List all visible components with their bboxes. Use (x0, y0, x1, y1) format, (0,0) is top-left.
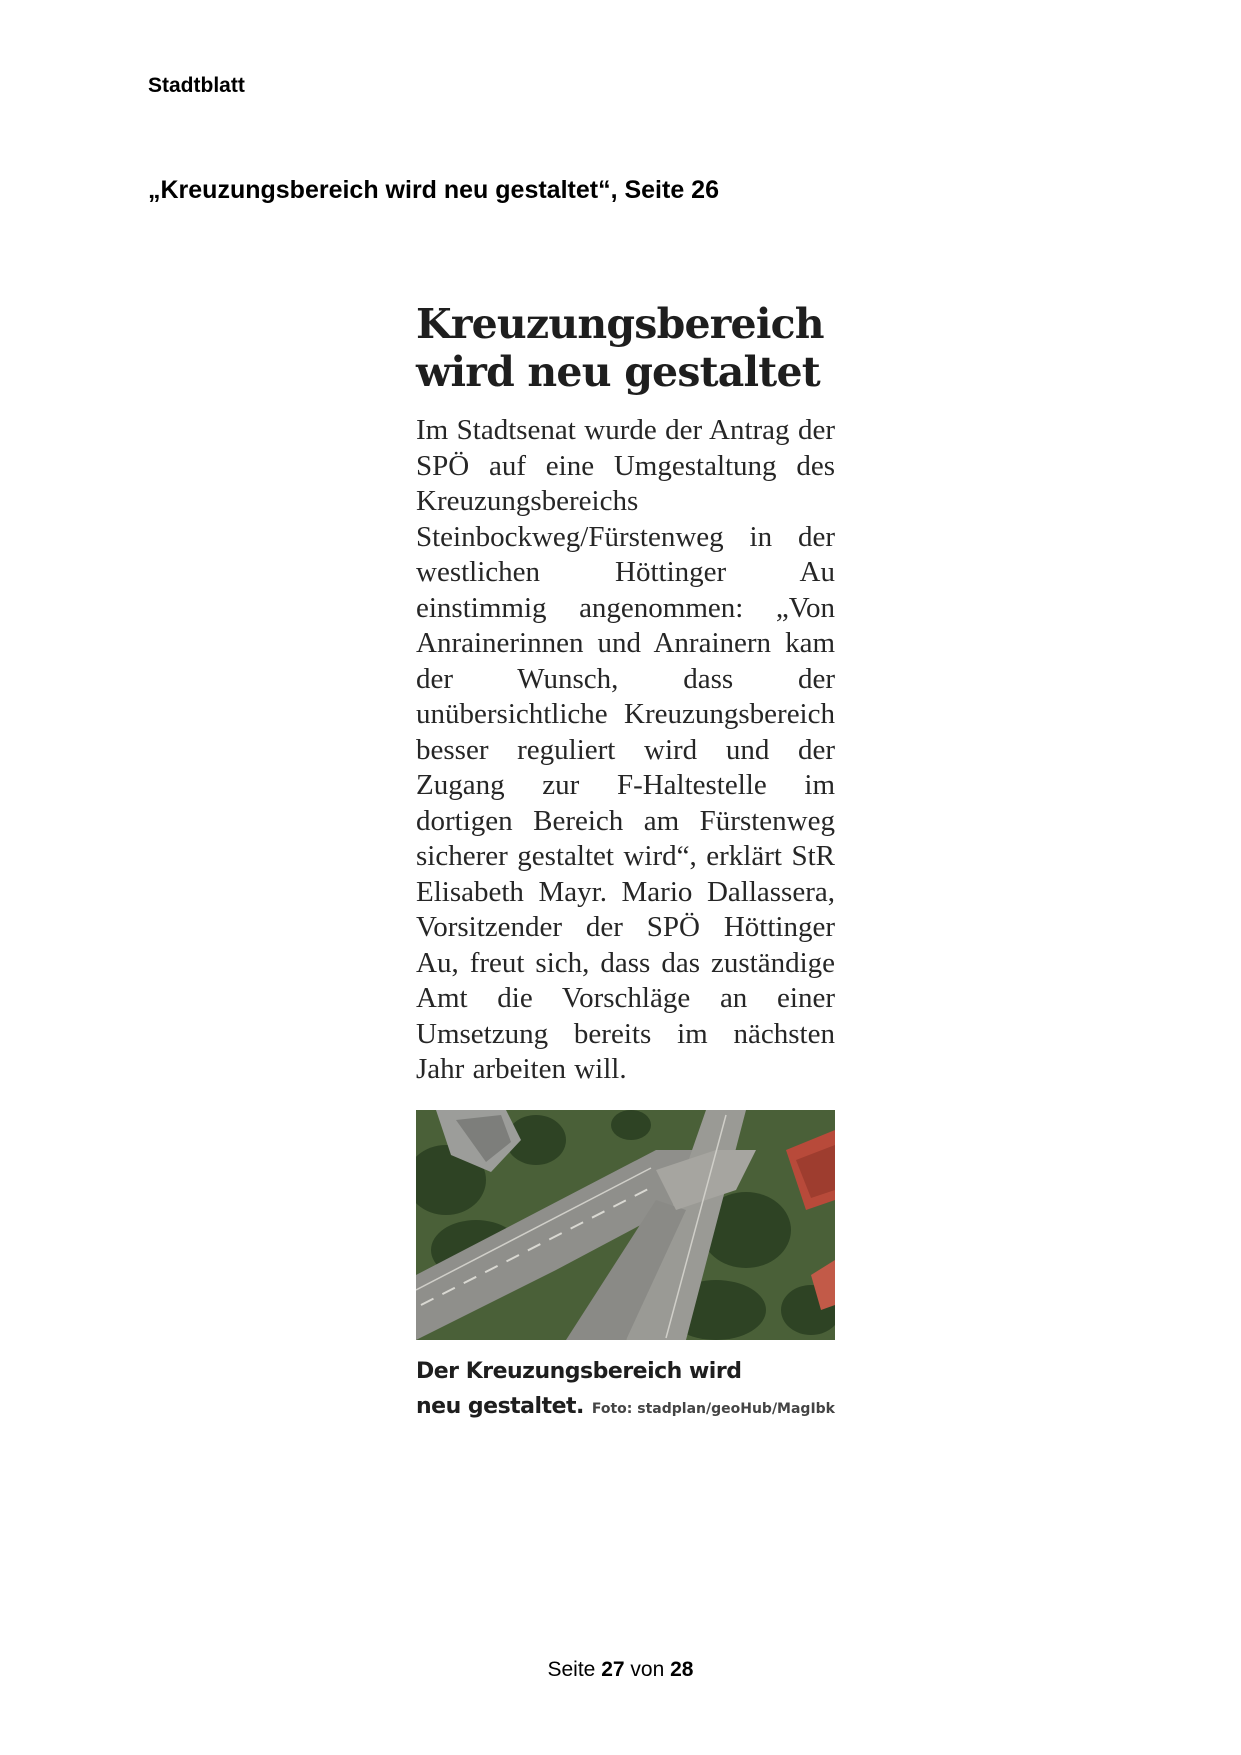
footer-prefix: Seite (547, 1658, 596, 1681)
current-page: 27 (601, 1658, 625, 1681)
headline-line-2: wird neu gestaltet (416, 348, 820, 396)
article-reference: „Kreuzungsbereich wird neu gestaltet“, Seite 26 (148, 176, 719, 204)
photo-caption (416, 1354, 835, 1424)
caption-text: Der Kreuzungsbereich wird neu gestaltet. (416, 1358, 742, 1419)
photo-credit: Foto: stadplan/geoHub/MagIbk (591, 1400, 835, 1417)
aerial-photo (416, 1110, 835, 1340)
total-pages: 28 (670, 1658, 694, 1681)
footer-separator: von (630, 1658, 665, 1681)
article-headline (416, 300, 835, 396)
newspaper-clipping (416, 300, 835, 1424)
headline-line-1: Kreuzungsbereich (416, 300, 824, 348)
newspaper-source: Stadtblatt (148, 74, 245, 97)
page-footer (0, 1658, 1241, 1682)
article-body: Im Stadtsenat wurde der Antrag der SPÖ auf eine Umgestaltung des Kreuzungsbereichs Steinbockweg/Fürstenweg in der westlichen Höttinger Au einstimmig angenommen: „Von Anrainerinnen und Anrainern kam der Wunsch, dass der unübersichtliche Kreuzungsbereich besser reguliert wird und der Zugang zur F-Haltestelle im dortigen Bereich am Fürstenweg sicherer gestaltet wird“, erklärt StR Elisabeth Mayr. Mario Dallassera, Vorsitzender der SPÖ Höttinger Au, freut sich, dass das zuständige Amt die Vorschläge an einer Umsetzung bereits im nächsten Jahr arbeiten will. (416, 414, 835, 1085)
